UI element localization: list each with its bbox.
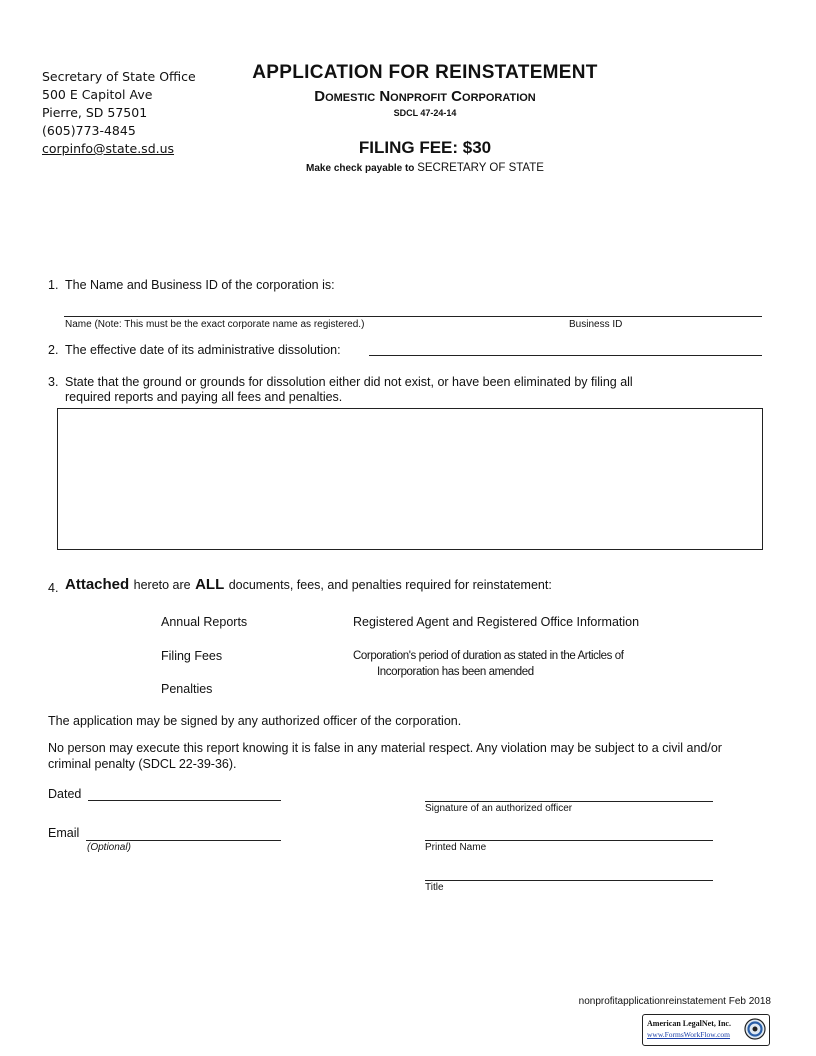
attachment-registered-agent: Registered Agent and Registered Office Information	[353, 615, 640, 629]
dissolution-date-field[interactable]	[369, 355, 762, 356]
office-email-link[interactable]: corpinfo@state.sd.us	[42, 141, 175, 156]
office-phone: (605)773-4845	[42, 123, 136, 138]
attachment-annual-reports: Annual Reports	[161, 615, 248, 629]
office-street: 500 E Capitol Ave	[42, 87, 153, 102]
legalnet-emblem-icon	[744, 1018, 766, 1040]
name-id-field[interactable]	[64, 316, 762, 317]
item-4-number: 4.	[48, 581, 59, 595]
email-optional-label: (Optional)	[87, 842, 131, 853]
dated-label: Dated	[48, 787, 82, 801]
filing-fee: FILING FEE: $30	[358, 138, 492, 157]
item-4-text	[65, 576, 552, 594]
form-id: nonprofitapplicationreinstatement Feb 2018	[578, 996, 771, 1007]
legalnet-logo[interactable]	[642, 1014, 770, 1046]
item-4-rest: documents, fees, and penalties required for reinstatement:	[228, 578, 552, 592]
item-1-text: The Name and Business ID of the corporation is:	[65, 278, 335, 292]
attached-word: Attached	[65, 576, 130, 593]
payable-note	[200, 162, 650, 174]
attachment-filing-fees: Filing Fees	[161, 649, 223, 663]
item-2-text: The effective date of its administrative dissolution:	[65, 343, 341, 357]
logo-url-link[interactable]: www.FormsWorkFlow.com	[647, 1030, 731, 1039]
logo-company-name: American LegalNet, Inc.	[647, 1019, 731, 1028]
office-name: Secretary of State Office	[42, 69, 196, 84]
form-title: APPLICATION FOR REINSTATEMENT	[252, 62, 598, 83]
title-label: Title	[425, 882, 444, 893]
email-field[interactable]	[86, 840, 281, 841]
item-3-number: 3.	[48, 375, 59, 389]
penalty-note-line1: No person may execute this report knowing it is false in any material respect. Any violation may be subject to a civil and/or	[48, 741, 722, 755]
signing-note: The application may be signed by any authorized officer of the corporation.	[48, 714, 462, 728]
all-word: ALL	[195, 576, 225, 593]
item-3-text-line2: required reports and paying all fees and penalties.	[65, 390, 343, 404]
payable-to: SECRETARY OF STATE	[417, 162, 544, 174]
attachment-duration-line1: Corporation's period of duration as stated in the Articles of	[353, 650, 624, 662]
officer-signature-label: Signature of an authorized officer	[425, 803, 573, 814]
printed-name-label: Printed Name	[425, 842, 487, 853]
form-subtitle: Domestic Nonprofit Corporation	[314, 88, 536, 105]
attachment-penalties: Penalties	[161, 682, 213, 696]
email-label: Email	[48, 826, 80, 840]
statute-ref: SDCL 47-24-14	[393, 108, 457, 118]
business-id-label: Business ID	[569, 319, 623, 330]
name-field-label: Name (Note: This must be the exact corporate name as registered.)	[65, 319, 365, 330]
penalty-note-line2: criminal penalty (SDCL 22-39-36).	[48, 757, 237, 771]
title-field[interactable]	[425, 880, 713, 881]
officer-signature-field[interactable]	[425, 801, 713, 802]
office-city: Pierre, SD 57501	[42, 105, 148, 120]
item-3-text-line1: State that the ground or grounds for dissolution either did not exist, or have been eliminated by filing all	[65, 375, 633, 389]
item-2-number: 2.	[48, 343, 59, 357]
hereto-word: hereto are	[133, 578, 191, 592]
dated-field[interactable]	[88, 800, 281, 801]
payable-prefix: Make check payable to	[306, 163, 415, 174]
printed-name-field[interactable]	[425, 840, 713, 841]
grounds-textbox[interactable]	[57, 408, 763, 550]
item-1-number: 1.	[48, 278, 59, 292]
attachment-duration-line2: Incorporation has been amended	[377, 666, 534, 678]
